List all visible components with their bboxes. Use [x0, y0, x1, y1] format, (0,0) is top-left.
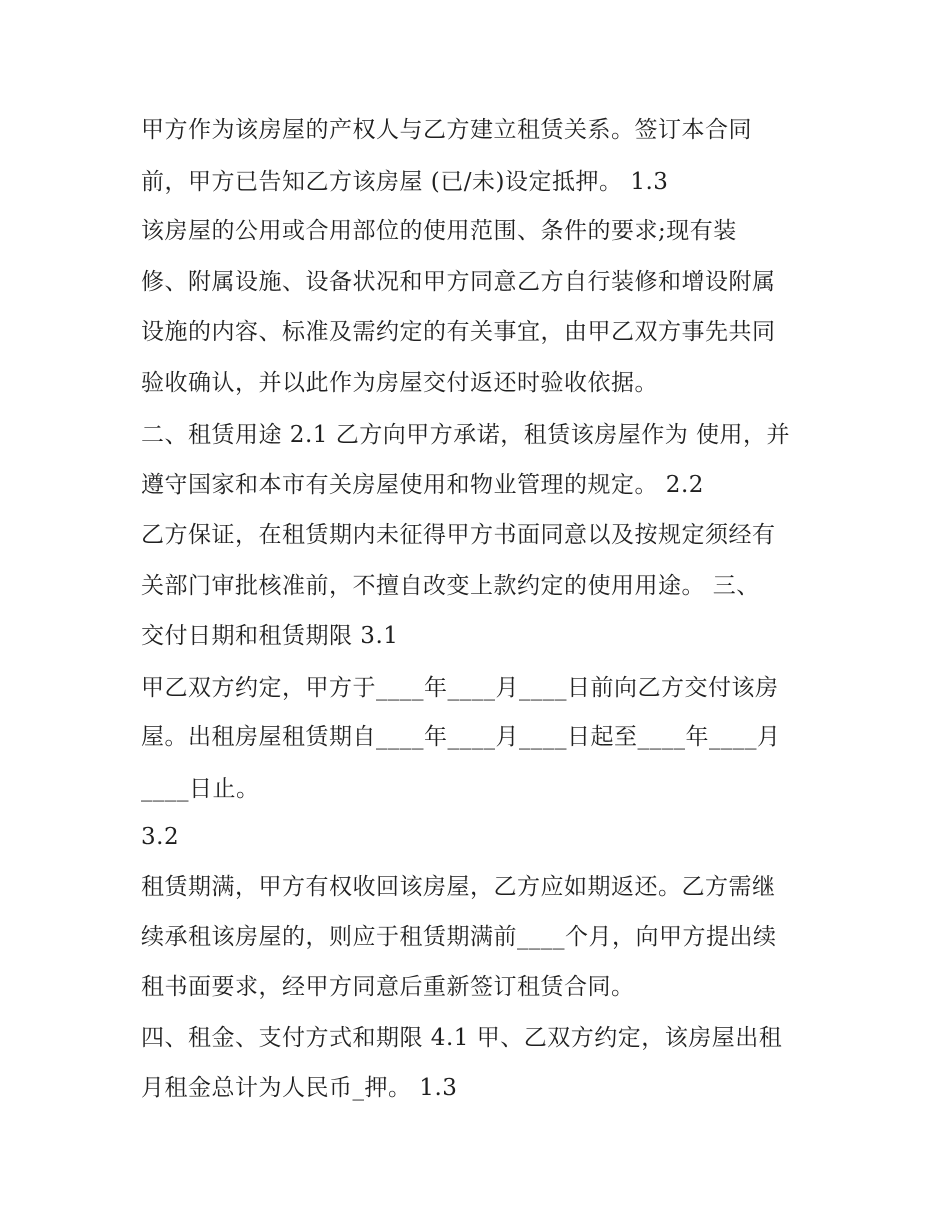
- text-line: 该房屋的公用或合用部位的使用范围、条件的要求;现有装: [141, 218, 737, 244]
- text-line: 乙方保证，在租赁期内未征得甲方书面同意以及按规定须经有: [141, 522, 776, 548]
- text-line: 修、附属设施、设备状况和甲方同意乙方自行装修和增设附属: [141, 269, 776, 295]
- text-line: 验收确认，并以此作为房屋交付返还时验收依据。: [141, 370, 658, 396]
- text-line: 续承租该房屋的，则应于租赁期满前____个月，向甲方提出续: [141, 924, 777, 950]
- text-line: ____日止。: [141, 776, 260, 802]
- text-line: 遵守国家和本市有关房屋使用和物业管理的规定。 2.2: [141, 472, 704, 498]
- text-line: 关部门审批核准前，不擅自改变上款约定的使用用途。 三、: [141, 573, 760, 599]
- text-line: 四、租金、支付方式和期限 4.1 甲、乙双方约定，该房屋出租: [141, 1025, 783, 1051]
- text-line: 二、租赁用途 2.1 乙方向甲方承诺，租赁该房屋作为 使用，并: [141, 422, 791, 448]
- text-line: 交付日期和租赁期限 3.1: [141, 623, 399, 649]
- text-line: 设施的内容、标准及需约定的有关事宜，由甲乙双方事先共同: [141, 319, 776, 345]
- text-line: 租赁期满，甲方有权收回该房屋，乙方应如期返还。乙方需继: [141, 874, 776, 900]
- text-line: 甲方作为该房屋的产权人与乙方建立租赁关系。签订本合同: [141, 117, 752, 143]
- text-line: 前，甲方已告知乙方该房屋 (已/未)设定抵押。 1.3: [141, 169, 669, 195]
- text-line: 甲乙双方约定，甲方于____年____月____日前向乙方交付该房: [141, 675, 779, 701]
- text-line: 月租金总计为人民币_押。 1.3: [141, 1075, 458, 1101]
- text-line: 租书面要求，经甲方同意后重新签订租赁合同。: [141, 974, 635, 1000]
- text-line: 屋。出租房屋租赁期自____年____月____日起至____年____月: [141, 724, 781, 750]
- text-line: 3.2: [141, 824, 180, 850]
